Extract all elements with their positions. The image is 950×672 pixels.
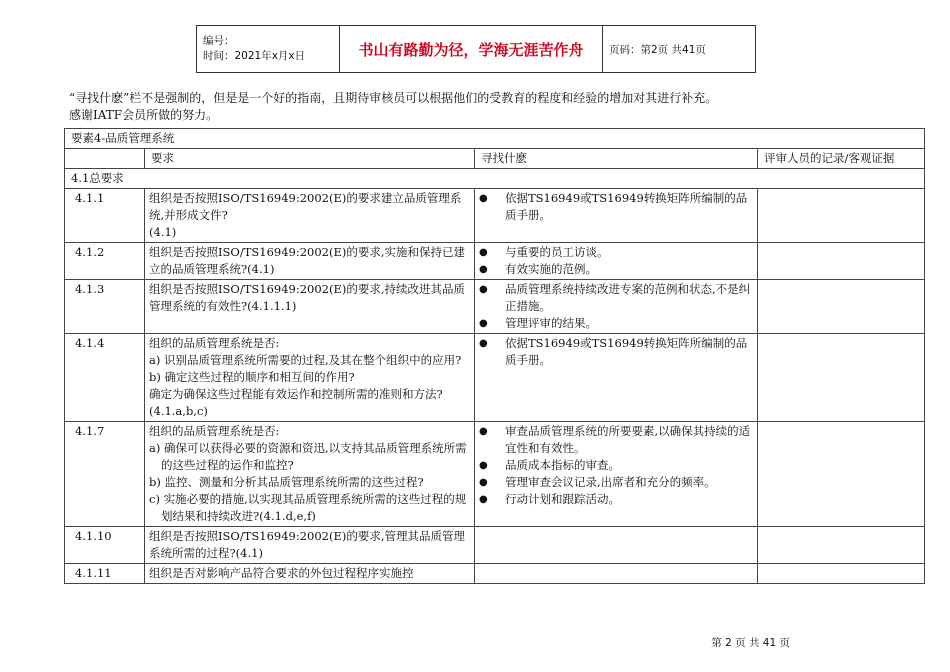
header-blank (65, 149, 145, 169)
lookfor-cell (475, 243, 758, 280)
code-label: 编号： (203, 35, 235, 47)
lookfor-item: ● 依据TS16949或TS16949转换矩阵所编制的品质手册。 (479, 335, 753, 369)
lookfor-cell (475, 280, 758, 334)
requirement-text: 组织是否对影响产品符合要求的外包过程程序实施控 (149, 566, 414, 580)
clause-number: 4.1.10 (65, 527, 145, 564)
intro-line-2: 感谢IATF会员所做的努力。 (69, 108, 219, 122)
table-row (65, 243, 925, 280)
time-label: 时间：2021年x月x日 (203, 50, 306, 62)
requirement-cell (145, 189, 475, 243)
requirement-text: 确定为确保这些过程能有效运作和控制所需的准则和方法?(4.1.a,b,c) (149, 387, 443, 418)
evidence-cell (758, 189, 925, 243)
requirement-cell (145, 243, 475, 280)
header-page-label: 页码：第2页 共41页 (603, 26, 756, 73)
lookfor-item: ● 品质管理系统持续改进专案的范例和状态,不是纠正措施。 (479, 281, 753, 315)
column-header-evidence: 评审人员的记录/客观证据 (758, 149, 925, 169)
evidence-cell (758, 422, 925, 527)
section-title: 要素4-品质管理系统 (65, 129, 925, 149)
lookfor-item: ● 管理审查会议记录,出席者和充分的频率。 (479, 474, 753, 491)
requirement-text: (4.1) (149, 225, 177, 239)
subsection-title: 4.1总要求 (65, 169, 925, 189)
clause-number: 4.1.1 (65, 189, 145, 243)
column-header-requirement: 要求 (145, 149, 475, 169)
evidence-cell (758, 334, 925, 422)
clause-number: 4.1.2 (65, 243, 145, 280)
requirement-text: 组织是否按照ISO/TS16949:2002(E)的要求建立品质管理系统,并形成文件? (149, 191, 462, 222)
clause-number: 4.1.11 (65, 564, 145, 584)
requirement-text: 组织的品质管理系统是否: (149, 424, 280, 438)
requirement-cell (145, 527, 475, 564)
lookfor-cell (475, 334, 758, 422)
intro-line-1: “寻找什麽”栏不是强制的，但是是一个好的指南，且期待审核员可以根据他们的受教育的程度和经验的增加对其进行补充。 (69, 91, 718, 105)
table-row (65, 334, 925, 422)
requirement-cell (145, 564, 475, 584)
requirement-text: 组织是否按照ISO/TS16949:2002(E)的要求,持续改进其品质管理系统的有效性?(4.1.1.1) (149, 282, 466, 313)
lookfor-item: ● 管理评审的结果。 (479, 315, 753, 332)
requirement-text: 组织是否按照ISO/TS16949:2002(E)的要求,实施和保持已建立的品质管理系统?(4.1) (149, 245, 466, 276)
table-row (65, 189, 925, 243)
table-row (65, 422, 925, 527)
lookfor-cell (475, 189, 758, 243)
table-row (65, 564, 925, 584)
requirement-cell (145, 422, 475, 527)
requirement-text: 组织是否按照ISO/TS16949:2002(E)的要求,管理其品质管理系统所需的过程?(4.1) (149, 529, 466, 560)
requirement-text: c) 实施必要的措施,以实现其品质管理系统所需的这些过程的规划结果和持续改进?(4.1.d,e,f) (149, 492, 467, 523)
evidence-cell (758, 527, 925, 564)
document-header (196, 25, 756, 73)
requirement-text: 组织的品质管理系统是否: (149, 336, 280, 350)
clause-number: 4.1.7 (65, 422, 145, 527)
requirement-cell (145, 334, 475, 422)
audit-table (64, 128, 925, 584)
lookfor-item: ● 行动计划和跟踪活动。 (479, 491, 753, 508)
lookfor-cell (475, 422, 758, 527)
lookfor-item: ● 有效实施的范例。 (479, 261, 753, 278)
lookfor-item: ● 依据TS16949或TS16949转换矩阵所编制的品质手册。 (479, 190, 753, 224)
evidence-cell (758, 280, 925, 334)
requirement-text: b) 监控、测量和分析其品质管理系统所需的这些过程? (149, 475, 424, 489)
lookfor-cell (475, 564, 758, 584)
lookfor-item: ● 与重要的员工访谈。 (479, 244, 753, 261)
table-row (65, 280, 925, 334)
lookfor-cell (475, 527, 758, 564)
column-header-lookfor: 寻找什麽 (475, 149, 758, 169)
table-row (65, 527, 925, 564)
lookfor-item: ● 审查品质管理系统的所要要素,以确保其持续的适宜性和有效性。 (479, 423, 753, 457)
lookfor-item: ● 品质成本指标的审查。 (479, 457, 753, 474)
requirement-text: a) 确保可以获得必要的资源和资迅,以支持其品质管理系统所需的这些过程的运作和监控? (149, 441, 467, 472)
clause-number: 4.1.4 (65, 334, 145, 422)
requirement-text: a) 识别品质管理系统所需要的过程,及其在整个组织中的应用? (149, 353, 462, 367)
header-motto: 书山有路勤为径，学海无涯苦作舟 (340, 26, 603, 73)
evidence-cell (758, 564, 925, 584)
evidence-cell (758, 243, 925, 280)
requirement-text: b) 确定这些过程的顺序和相互间的作用? (149, 370, 355, 384)
clause-number: 4.1.3 (65, 280, 145, 334)
header-meta (197, 26, 340, 73)
intro-text (69, 90, 717, 124)
page-footer: 第 2 页 共 41 页 (711, 637, 790, 649)
requirement-cell (145, 280, 475, 334)
